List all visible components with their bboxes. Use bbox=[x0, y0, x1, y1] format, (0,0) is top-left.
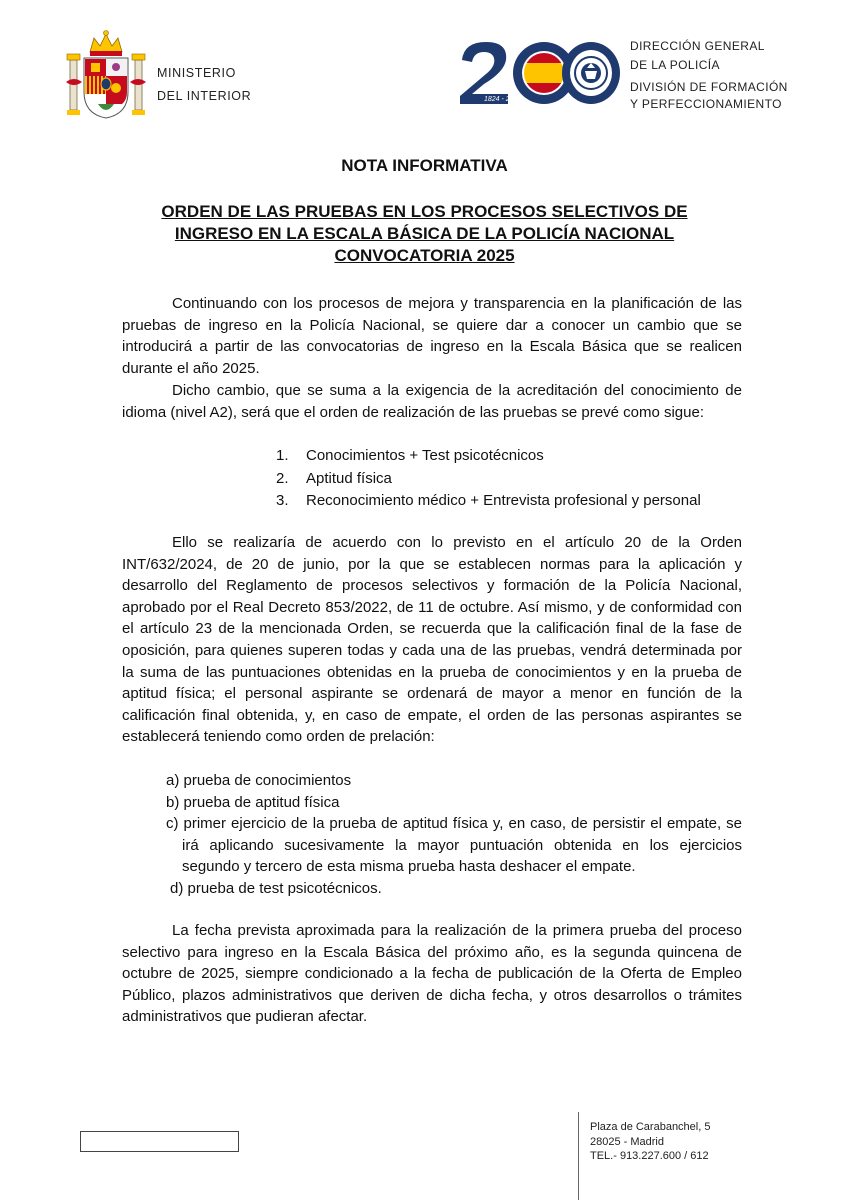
list-item: 3. Reconocimiento médico + Entrevista profesional y personal bbox=[276, 492, 701, 509]
paragraph-intro: Continuando con los procesos de mejora y transparencia en la planificación de las pruebas de ingreso en la Policía Nacional, se quiere dar a conocer un cambio que se introducirá a partir de las convocatorias de ingreso en la Escala Básica que se realicen durante el año 2025. bbox=[122, 295, 742, 377]
coat-of-arms-logo bbox=[64, 30, 148, 120]
subtitle-line1: ORDEN DE LAS PRUEBAS EN LOS PROCESOS SELECTIVOS DE bbox=[161, 202, 688, 221]
list-item: 1. Conocimientos + Test psicotécnicos bbox=[276, 447, 544, 464]
tiebreak-list bbox=[166, 770, 742, 900]
footer-address-phone: TEL.- 913.227.600 / 612 bbox=[590, 1150, 709, 1162]
list-item: c) primer ejercicio de la prueba de aptitud física y, en caso, de persistir el empate, se irá aplicando sucesivamente la mayor puntuación obtenida en los ejercicios segundo y tercero de esta misma prueba hasta deshacer el empate. bbox=[166, 815, 742, 876]
division-name-line1: DIVISIÓN DE FORMACIÓN bbox=[630, 80, 788, 94]
dg-name-line2: DE LA POLICÍA bbox=[630, 58, 720, 72]
division-name-line2: Y PERFECCIONAMIENTO bbox=[630, 97, 782, 111]
subtitle-line3: CONVOCATORIA 2025 bbox=[334, 246, 515, 265]
list-item: a) prueba de conocimientos bbox=[166, 772, 352, 789]
paragraph-change: Dicho cambio, que se suma a la exigencia de la acreditación del conocimiento de idioma (nivel A2), será que el orden de realización de las pruebas se prevé como sigue: bbox=[122, 382, 742, 421]
test-order-list bbox=[270, 445, 701, 513]
anniversary-years: 1824 - 2024 bbox=[484, 96, 522, 103]
list-item: d) prueba de test psicotécnicos. bbox=[170, 879, 382, 897]
ministry-name-line2: DEL INTERIOR bbox=[157, 89, 252, 103]
dg-name-line1: DIRECCIÓN GENERAL bbox=[630, 39, 765, 53]
list-item: 2. Aptitud física bbox=[276, 469, 392, 487]
ministry-name-line1: MINISTERIO bbox=[157, 66, 236, 80]
anniversary-200-logo bbox=[456, 38, 622, 110]
document-subtitle bbox=[0, 201, 849, 267]
footer-address-street: Plaza de Carabanchel, 5 bbox=[590, 1121, 711, 1133]
paragraph-legal-basis: Ello se realizaría de acuerdo con lo previsto en el artículo 20 de la Orden INT/632/2024, de 20 de junio, por la que se establecen normas para la aplicación y desarrollo del Reglamento de procesos selectivos y formación de la Policía Nacional, aprobado por el Real Decreto 853/2022, de 11 de octubre. Así mismo, y de conformidad con el artículo 23 de la mencionada Orden, se recuerda que la calificación final de la fase de oposición, para quienes superen todas y cada una de las pruebas, vendrá determinada por la suma de las puntuaciones obtenidas en la prueba de conocimientos y en la prueba de aptitud física; el personal aspirante se ordenará de mayor a menor en función de la calificación final obtenida, y, en caso de empate, el orden de las personas aspirantes se establecerá teniendo como orden de prelación: bbox=[122, 534, 742, 746]
subtitle-line2: INGRESO EN LA ESCALA BÁSICA DE LA POLICÍA NACIONAL bbox=[174, 224, 675, 243]
footer-divider bbox=[578, 1112, 579, 1200]
paragraph-dates: La fecha prevista aproximada para la realización de la primera prueba del proceso selectivo para ingreso en la Escala Básica del próximo año, es la segunda quincena de octubre de 2025, siempre condicionado a la fecha de publicación de la Oferta de Empleo Público, plazos administrativos que deriven de dicha fecha, y otros desarrollos o trámites administrativos que pudieran afectar. bbox=[122, 922, 742, 1026]
list-item: b) prueba de aptitud física bbox=[166, 793, 340, 811]
footer-signature-box bbox=[80, 1131, 239, 1152]
document-heading: NOTA INFORMATIVA bbox=[341, 156, 508, 175]
footer-address-city: 28025 - Madrid bbox=[590, 1135, 664, 1148]
footer-address bbox=[590, 1120, 710, 1164]
